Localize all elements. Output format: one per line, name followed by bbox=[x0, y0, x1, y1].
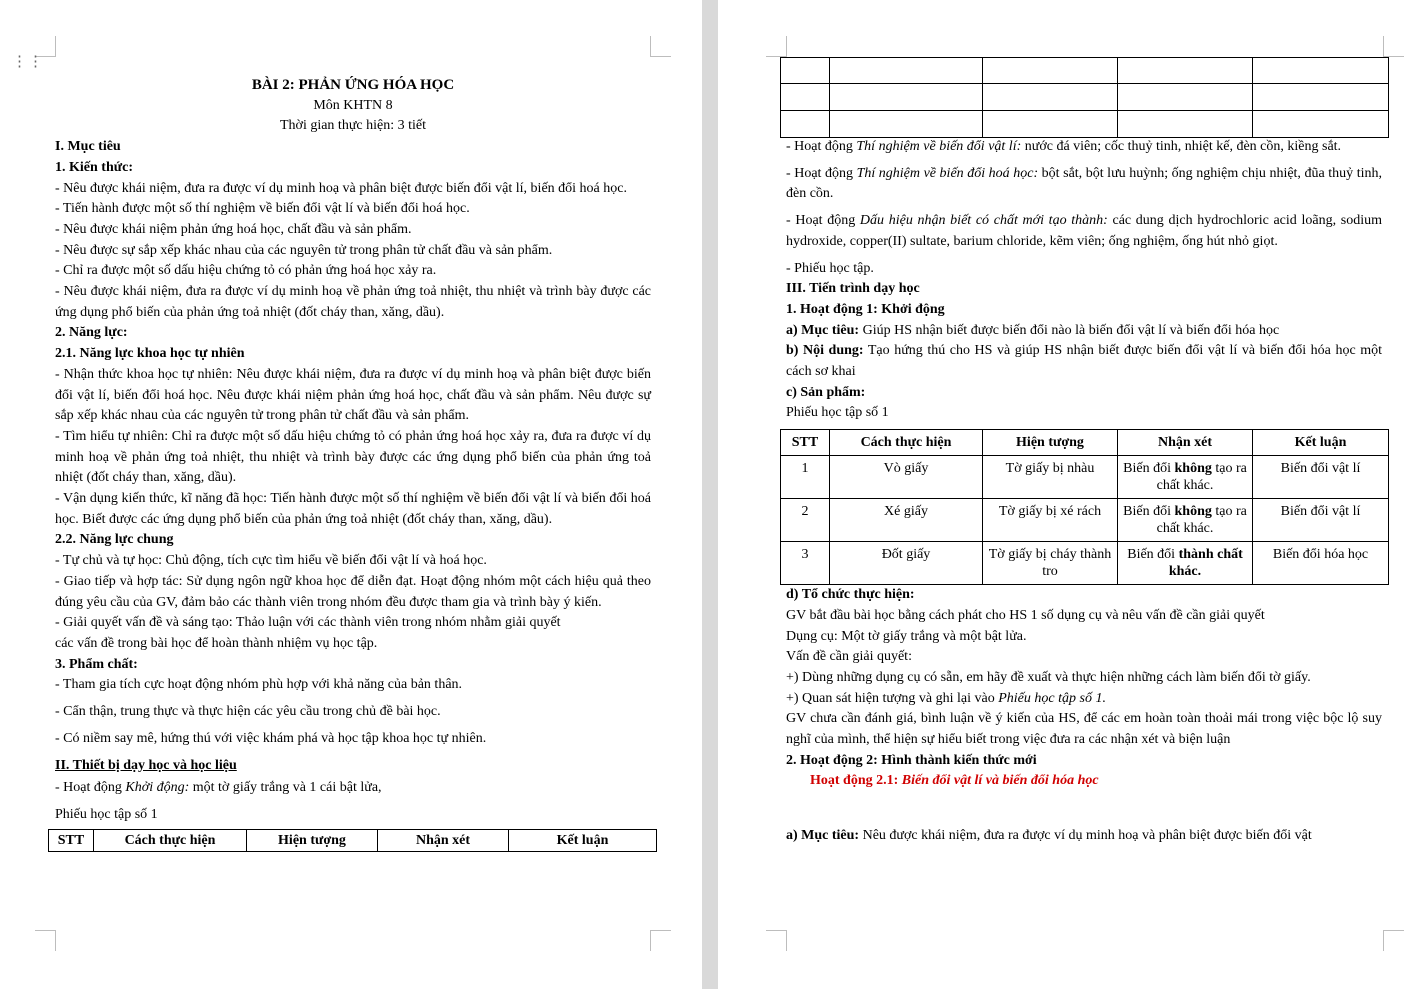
cell-stt: 1 bbox=[781, 456, 830, 499]
margin-mark-top-right bbox=[1383, 36, 1404, 57]
section-heading: III. Tiến trình dạy học bbox=[786, 281, 920, 297]
cell-method: Đốt giấy bbox=[830, 542, 983, 585]
worksheet-label: Phiếu học tập số 1 bbox=[55, 806, 158, 822]
activity-2-1-goal: a) Mục tiêu: Nêu được khái niệm, đưa ra được ví dụ minh hoạ và phân biệt được biến đổi vật bbox=[786, 828, 1312, 844]
paragraph: - Nêu được khái niệm phản ứng hoá học, chất đầu và sản phẩm. bbox=[55, 221, 412, 237]
activity-start-equipment: - Hoạt động Khởi động: một tờ giấy trắng và 1 cái bật lửa, bbox=[55, 780, 382, 796]
margin-mark-top-left bbox=[766, 36, 787, 57]
subject-line: Môn KHTN 8 bbox=[313, 97, 393, 113]
objectives-section bbox=[55, 137, 651, 776]
paragraph: - Nêu được khái niệm, đưa ra được ví dụ minh hoạ và phân biệt được biến đổi vật lí, biến đổi hoá học. bbox=[55, 180, 627, 196]
paragraph: 2.1. Năng lực khoa học tự nhiên bbox=[55, 346, 245, 362]
cell-comment: Biến đổi thành chất khác. bbox=[1118, 542, 1253, 585]
document-page-2 bbox=[718, 0, 1413, 989]
paragraph: - Giao tiếp và hợp tác: Sử dụng ngôn ngữ khoa học để diễn đạt. Hoạt động nhóm một cách hiệu quả theo đúng yêu cầu của GV, đảm bảo các thành viên trong nhóm đều được tham gia và trình bày ý kiến. bbox=[55, 573, 651, 610]
cell-phenomenon: Tờ giấy bị xé rách bbox=[983, 499, 1118, 542]
paragraph: - Chỉ ra được một số dấu hiệu chứng tỏ có phản ứng hoá học xảy ra. bbox=[55, 263, 437, 279]
observe-line: +) Quan sát hiện tượng và ghi lại vào Phiếu học tập số 1. bbox=[786, 690, 1106, 706]
cell-comment: Biến đổi không tạo ra chất khác. bbox=[1118, 456, 1253, 499]
paragraph: 1. Kiến thức: bbox=[55, 159, 134, 175]
paragraph: - Nhận thức khoa học tự nhiên: Nêu được khái niệm, đưa ra được ví dụ minh hoạ và phân biệt được biến đổi vật lí, biến đổi hoá học. Nêu được khái niệm phản ứng hoá học, chất đầu và sản phẩm. Nêu được sự sắp xếp khác nhau của các nguyên tử trong phân tử chất đầu và sản phẩm. bbox=[55, 366, 651, 424]
cell-comment: Biến đổi không tạo ra chất khác. bbox=[1118, 499, 1253, 542]
th-comment: Nhận xét bbox=[1118, 430, 1253, 456]
table-row bbox=[781, 542, 1389, 585]
margin-mark-bottom-right bbox=[650, 930, 671, 951]
worksheet-label: Phiếu học tập số 1 bbox=[786, 405, 889, 421]
th-method: Cách thực hiện bbox=[830, 430, 983, 456]
cell-conclusion: Biến đổi vật lí bbox=[1253, 456, 1389, 499]
th-phenomenon: Hiện tượng bbox=[983, 430, 1118, 456]
document-title: BÀI 2: PHẢN ỨNG HÓA HỌC bbox=[251, 77, 455, 93]
activity-2-1-heading: Hoạt động 2.1: Biến đổi vật lí và biến đổi hóa học bbox=[810, 773, 1099, 789]
paragraph: - Có niềm say mê, hứng thú với việc khám phá và học tập khoa học tự nhiên. bbox=[55, 730, 487, 746]
th-stt: STT bbox=[49, 829, 94, 851]
th-method: Cách thực hiện bbox=[94, 829, 247, 851]
margin-mark-bottom-left bbox=[35, 930, 56, 951]
table-row bbox=[781, 499, 1389, 542]
document-page-1 bbox=[0, 0, 702, 989]
activity-1-goal: a) Mục tiêu: Giúp HS nhận biết được biến đổi nào là biến đổi vật lí và biến đổi hóa học bbox=[786, 322, 1280, 338]
activity-1-product: c) Sản phẩm: bbox=[786, 384, 866, 400]
table-row bbox=[781, 456, 1389, 499]
page-2-body bbox=[786, 137, 1382, 847]
th-comment: Nhận xét bbox=[378, 829, 509, 851]
teacher-note: GV chưa cần đánh giá, bình luận về ý kiến của HS, để các em hoàn toàn thoải mái trong việc bộc lộ suy nghĩ của mình, thể hiện sự hiểu biết trong việc đưa ra các nhận xét và biện luận bbox=[786, 711, 1382, 748]
th-conclusion: Kết luận bbox=[1253, 430, 1389, 456]
paragraph: - Cẩn thận, trung thực và thực hiện các yêu cầu trong chủ đề bài học. bbox=[55, 704, 441, 720]
paragraph: - Tìm hiểu tự nhiên: Chỉ ra được một số dấu hiệu chứng tỏ có phản ứng hoá học xảy ra, đưa ra được ví dụ minh hoạ về phản ứng toả nhiệt, thu nhiệt và trình bày được các ứng dụng phổ biến của phản ứng toả nhiệt (đốt cháy than, xăng, dầu). bbox=[55, 428, 651, 486]
paragraph: các vấn đề trong bài học để hoàn thành nhiệm vụ học tập. bbox=[55, 635, 378, 651]
page-gap bbox=[702, 0, 718, 989]
cell-stt: 2 bbox=[781, 499, 830, 542]
page-1-body bbox=[55, 75, 651, 852]
activity-2-heading: 2. Hoạt động 2: Hình thành kiến thức mới bbox=[786, 752, 1037, 768]
cell-conclusion: Biến đổi hóa học bbox=[1253, 542, 1389, 585]
org-line: Dụng cụ: Một tờ giấy trắng và một bật lửa. bbox=[786, 628, 1027, 644]
paragraph: 2. Năng lực: bbox=[55, 325, 128, 341]
equipment-chemical: - Hoạt động Thí nghiệm về biến đổi hoá học: bột sắt, bột lưu huỳnh; ống nghiệm chịu nhiệt, đũa thuỷ tinh, đèn cồn. bbox=[786, 165, 1382, 202]
org-line: GV bắt đầu bài học bằng cách phát cho HS 1 số dụng cụ và nêu vấn đề cần giải quyết bbox=[786, 607, 1265, 623]
paragraph: - Tham gia tích cực hoạt động nhóm phù hợp với khả năng của bản thân. bbox=[55, 677, 463, 693]
th-conclusion: Kết luận bbox=[509, 829, 657, 851]
worksheet-table-header bbox=[48, 829, 657, 852]
duration-line: Thời gian thực hiện: 3 tiết bbox=[279, 118, 426, 134]
worksheet-table bbox=[780, 429, 1389, 585]
cell-method: Vò giấy bbox=[830, 456, 983, 499]
cell-conclusion: Biến đổi vật lí bbox=[1253, 499, 1389, 542]
margin-mark-bottom-right bbox=[1383, 930, 1404, 951]
equipment-signs: - Hoạt động Dấu hiệu nhận biết có chất mới tạo thành: các dung dịch hydrochloric acid loãng, sodium hydroxide, copper(II) sultate, barium chloride, kẽm viên; ống nghiệm, ống hút nhỏ giọt. bbox=[786, 213, 1382, 249]
cell-phenomenon: Tờ giấy bị nhàu bbox=[983, 456, 1118, 499]
cell-method: Xé giấy bbox=[830, 499, 983, 542]
paragraph: II. Thiết bị dạy học và học liệu bbox=[55, 757, 237, 773]
margin-mark-top-right bbox=[650, 36, 671, 57]
activity-1-heading: 1. Hoạt động 1: Khởi động bbox=[786, 301, 945, 317]
paragraph: - Tự chủ và tự học: Chủ động, tích cực tìm hiểu về biến đổi vật lí và hoá học. bbox=[55, 553, 487, 569]
th-phenomenon: Hiện tượng bbox=[247, 829, 378, 851]
org-line: +) Dùng những dụng cụ có sẵn, em hãy đề xuất và thực hiện những cách làm biến đổi tờ giấy. bbox=[786, 669, 1311, 685]
paragraph: - Nêu được sự sắp xếp khác nhau của các nguyên tử trong phân tử chất đầu và sản phẩm. bbox=[55, 242, 553, 258]
drag-handle-icon[interactable]: ⋮⋮ bbox=[12, 54, 44, 70]
worksheet-item: - Phiếu học tập. bbox=[786, 260, 874, 276]
paragraph: - Vận dụng kiến thức, kĩ năng đã học: Tiến hành được một số thí nghiệm về biến đổi vật lí và biến đổi hoá học. Biết được các ứng dụng phổ biến của phản ứng toả nhiệt (đốt cháy than, xăng, dầu). bbox=[55, 491, 651, 527]
paragraph: 2.2. Năng lực chung bbox=[55, 532, 174, 548]
margin-mark-bottom-left bbox=[766, 930, 787, 951]
continued-table bbox=[780, 57, 1389, 138]
paragraph: - Giải quyết vấn đề và sáng tạo: Thảo luận với các thành viên trong nhóm nhằm giải quyết bbox=[55, 615, 561, 631]
paragraph: - Nêu được khái niệm, đưa ra được ví dụ minh hoạ về phản ứng toả nhiệt, thu nhiệt và trình bày được các ứng dụng phổ biến của phản ứng toả nhiệt (đốt cháy than, xăng, dầu). bbox=[55, 284, 651, 320]
paragraph: I. Mục tiêu bbox=[55, 139, 121, 155]
equipment-physical: - Hoạt động Thí nghiệm về biến đổi vật lí: nước đá viên; cốc thuỷ tinh, nhiệt kế, đèn cồn, kiềng sắt. bbox=[786, 139, 1342, 154]
paragraph: - Tiến hành được một số thí nghiệm về biến đổi vật lí và biến đổi hoá học. bbox=[55, 201, 470, 217]
cell-phenomenon: Tờ giấy bị cháy thành tro bbox=[983, 542, 1118, 585]
paragraph: 3. Phẩm chất: bbox=[55, 656, 138, 672]
organization-heading: d) Tổ chức thực hiện: bbox=[786, 587, 915, 603]
activity-1-content: b) Nội dung: Tạo hứng thú cho HS và giúp HS nhận biết được biến đổi vật lí và biến đổi hóa học một cách sơ khai bbox=[786, 343, 1382, 380]
th-stt: STT bbox=[781, 430, 830, 456]
cell-stt: 3 bbox=[781, 542, 830, 585]
org-line: Vấn đề cần giải quyết: bbox=[786, 649, 912, 665]
